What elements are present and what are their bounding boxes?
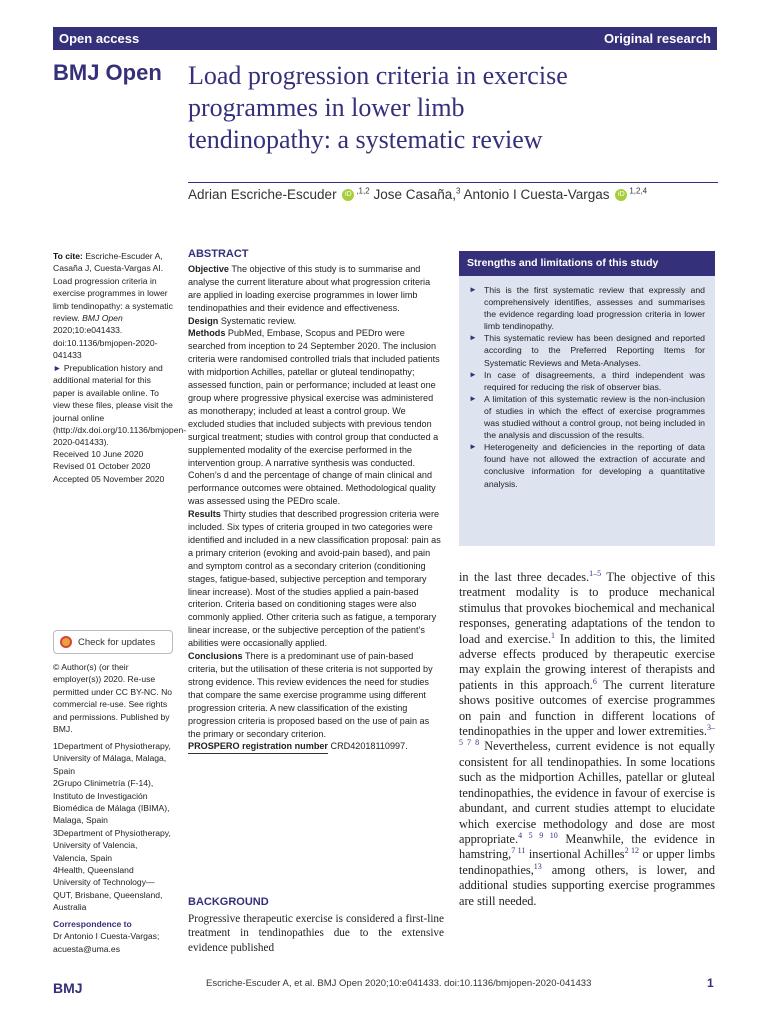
background-text: Progressive therapeutic exercise is considered a first-line treatment in tendinopathies due to the extensive evidence published (188, 913, 444, 954)
methods-label: Methods (188, 328, 226, 339)
received-date: Received 10 June 2020 (53, 449, 144, 459)
journal-logo: BMJ Open (53, 60, 162, 85)
check-for-updates-button[interactable] (53, 630, 173, 654)
accepted-date: Accepted 05 November 2020 (53, 473, 165, 484)
bullet-icon: ► (469, 442, 477, 452)
affiliation-item: 2Grupo Clinimetría (F-14), Instituto de Investigación Biomédica de Málaga (IBIMA), Malaga, Spain (53, 778, 170, 826)
bmj-footer-logo: BMJ (53, 980, 83, 996)
citation-block (53, 250, 173, 362)
prepublication-note (53, 362, 187, 449)
abstract-heading: ABSTRACT (188, 248, 249, 260)
license-block (53, 661, 173, 735)
dates-block (53, 448, 173, 485)
prospero-number: CRD42018110997. (330, 741, 408, 752)
conclusions-label: Conclusions (188, 651, 243, 662)
correspondence-email[interactable]: acuesta@uma.es (53, 943, 121, 954)
affiliation-item: 1Department of Physiotherapy, University of Málaga, Malaga, Spain (53, 741, 171, 776)
author-affiliation: 1,2,4 (629, 186, 648, 196)
list-item: ► This is the first systematic review that expressly and comprehensively identifies, assesses and summarises the evidence regarding load progression criteria in lower limb tendinopathy. (469, 285, 705, 332)
strengths-list (459, 276, 715, 490)
check-updates-label: Check for updates (78, 636, 156, 648)
citation-ref[interactable]: 1 (551, 630, 556, 640)
title-line: tendinopathy: a systematic review (188, 125, 543, 154)
correspondence-block (53, 918, 173, 955)
bullet-icon: ► (53, 363, 62, 373)
license-text: © Author(s) (or their employer(s)) 2020. Re-use permitted under CC BY-NC. No commercial re-use. See rights and permissions. Published by BMJ. (53, 662, 173, 735)
design-label: Design (188, 315, 219, 326)
title-divider (188, 182, 718, 183)
citation-ref[interactable]: 6 (592, 676, 597, 686)
open-access-label: Open access (59, 31, 140, 46)
citation-ref[interactable]: 2 12 (624, 846, 639, 856)
author-name[interactable]: Adrian Escriche-Escuder (188, 187, 337, 202)
author-name[interactable]: Jose Casaña, (373, 187, 456, 202)
author-affiliation: 3 (456, 186, 461, 196)
list-item: ► A limitation of this systematic review is the non-inclusion of studies in which the effect of exercise programmes was studied without a control group, not being included in the analysis and discussion of the results. (469, 393, 705, 441)
bullet-icon: ► (469, 369, 477, 379)
strengths-limitations-box (459, 251, 715, 546)
cite-text: Escriche-Escuder A, Casaña J, Cuesta-Vargas AI. Load progression criteria in exercise programmes in lower limb tendinopathy: a systematic review. (53, 251, 173, 324)
footer-citation: Escriche-Escuder A, et al. BMJ Open 2020;10:e041433. doi:10.1136/bmjopen-2020-041433 (206, 978, 592, 989)
article-title (188, 60, 708, 156)
author-name[interactable]: Antonio I Cuesta-Vargas (463, 187, 610, 202)
author-affiliation: ,1,2 (356, 186, 370, 196)
header-bar (53, 27, 717, 50)
title-line: Load progression criteria in exercise (188, 61, 568, 90)
citation-ref[interactable]: 4 5 9 10 (518, 830, 558, 840)
citation-ref[interactable]: 1–5 (589, 568, 602, 578)
revised-date: Revised 01 October 2020 (53, 461, 151, 472)
prospero-label: PROSPERO registration number (188, 740, 328, 754)
background-section (188, 895, 444, 955)
title-line: programmes in lower limb (188, 93, 465, 122)
results-label: Results (188, 509, 221, 520)
citation-ref[interactable]: 7 11 (511, 846, 526, 856)
objective-text: The objective of this study is to summarise and analyse the current literature about what progression criteria are applied in loading exercise programmes in lower limb tendinopathies and their evidence and effectiveness. (188, 263, 431, 313)
correspondence-name: Dr Antonio I Cuesta-Vargas; (53, 931, 160, 942)
design-text: Systematic review. (220, 315, 297, 326)
background-heading: BACKGROUND (188, 896, 269, 908)
cite-label: To cite: (53, 251, 83, 261)
objective-label: Objective (188, 263, 229, 274)
citation-ref[interactable]: 13 (533, 861, 542, 871)
citation-ref[interactable]: 3–5 7 8 (459, 722, 715, 748)
bullet-icon: ► (469, 333, 477, 343)
conclusions-text: There is a predominant use of pain-based criteria, but the utilisation of these criteria is not supported by strong evidence. This review evidences the need for studies that compare the same exercise programme using different progression criteria. A new classification of the existing progression criteria is proposed based on the use of pain as the primary or secondary criterion. (188, 651, 433, 739)
affiliations-block (53, 740, 173, 914)
correspondence-label: Correspondence to (53, 919, 132, 929)
refresh-icon (60, 636, 72, 648)
affiliation-item: 3Department of Physiotherapy, University of Valencia, Valencia, Spain (53, 827, 171, 863)
page-number: 1 (707, 976, 714, 990)
cite-reference: 2020;10:e041433. doi:10.1136/bmjopen-2020-041433 (53, 325, 158, 361)
body-text-right: in the last three decades.$^{1-5}$ The objective of this treatment modality is to produce mechanical stimulus that provokes biochemical and mechanical responses, generating adaptations of the tendon to load and exercise.$^1$ In addition to this, the limited adverse effects produced by therapeutic exercise may explain the growing interest of therapists and patients in this approach.$^6$ The current literature shows positive outcomes of exercise programmes on pain and function in different locations of tendinopathies in the upper and lower extremities.$^{3-5 7 8}$ Nevertheless, current evidence is not equally consistent for all tendinopathies. In some locations such as the midportion Achilles, patellar or gluteal tendinopathies, the evidence in favour of exercise is abundant, and current studies attempt to elucidate which exercise methodology and dose are most appropriate.$^{4 5 9 10}$ Meanwhile, the evidence in hamstring,$^{7 11}$ insertional Achilles$^{2 12}$ or upper limbs tendinopathies,$^{13}$ among others, is lower, and additional studies supporting exercise programmes are still needed. (459, 568, 716, 908)
list-item: ► Heterogeneity and deficiencies in the reporting of data found have not allowed the extraction of accurate and conclusive information for developing a quantitative analysis. (469, 442, 705, 489)
prepublication-text[interactable]: Prepublication history and additional material for this paper is available online. To view these files, please visit the journal online (http://dx.doi.org/10.1136/bmjopen-2020-041433). (53, 363, 187, 448)
bullet-icon: ► (469, 393, 477, 403)
methods-text: PubMed, Embase, Scopus and PEDro were searched from inception to 24 September 2020. The inclusion criteria were randomised controlled trials that included patients with midportion Achilles, patellar or gluteal tendinopathy; assessed function, pain or performance; included at least one group where progressive physical exercise was administered as monotherapy; included at least a control group. We excluded studies that included subjects with previous tendon surgical treatment; studies with control group that conducted a supplemented modality of the exercise performed in the intervention group. A narrative synthesis was conducted. Cohen’s d and the percentage of change of main clinical and performance outcomes were obtained. Methodological quality was assessed using the PEDro scale. (188, 328, 440, 507)
affiliation-item: 4Health, Queensland University of Technology—QUT, Brisbane, Queensland, Australia (53, 865, 163, 913)
strengths-heading: Strengths and limitations of this study (459, 251, 715, 276)
article-type-label: Original research (604, 31, 711, 46)
orcid-icon[interactable]: iD (342, 189, 354, 201)
bullet-icon: ► (469, 285, 477, 294)
list-item: ► In case of disagreements, a third independent was required for reducing the risk of observer bias. (469, 369, 705, 392)
results-text: Thirty studies that described progression criteria were included. Six types of criteria grouped in two categories were identified and included in a new classification proposal: pain as a primary criterion (evoking and avoid-pain based), and pain and symptom control as a secondary criterion (conditioning stages, fatigue-based, subjective perception and temporary linear increase). Most of the studies applied a pain-based criterion. Criteria based on conditioning stages were also commonly applied. Other criteria such as fatigue, a temporary linear increase, or the subjective perception of the patient’s abilities were occasionally applied. (188, 509, 441, 649)
author-list (188, 187, 647, 202)
orcid-icon[interactable]: iD (615, 189, 627, 201)
cite-journal: BMJ Open (82, 313, 123, 324)
list-item: ► This systematic review has been designed and reported according to the Preferred Reporting Items for Systematic Reviews and Meta-Analyses. (469, 333, 705, 368)
abstract-section (188, 248, 444, 754)
